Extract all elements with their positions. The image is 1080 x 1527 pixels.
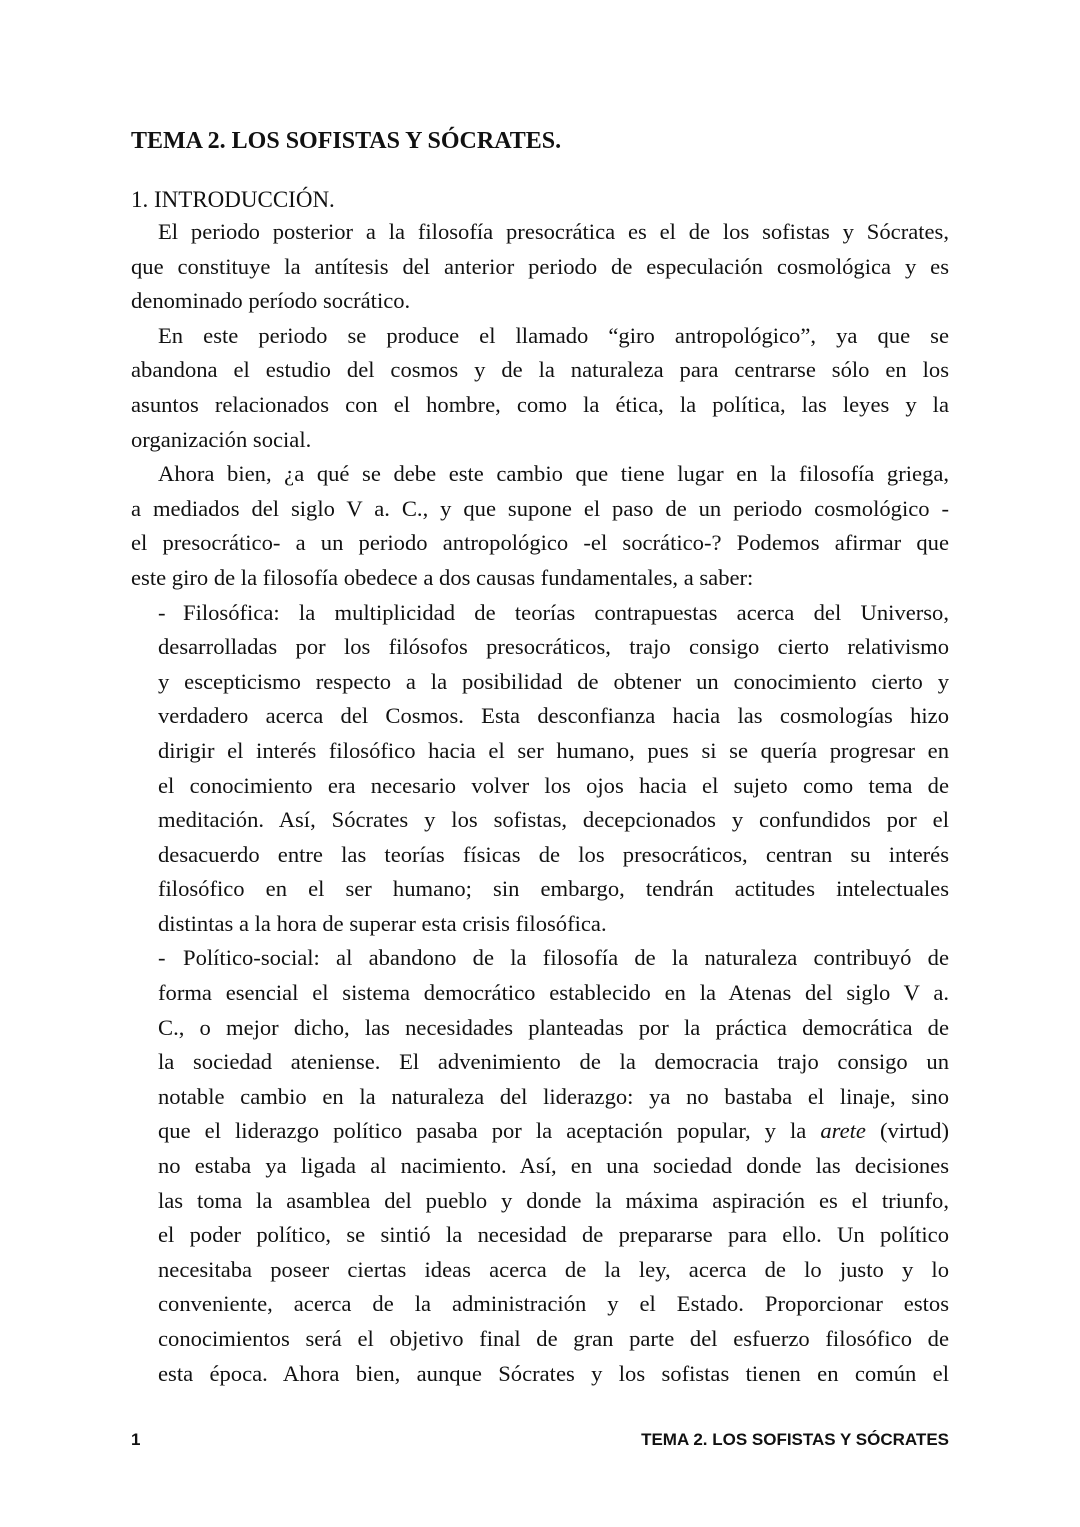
text-line [131, 457, 949, 492]
text-line [131, 284, 949, 319]
text-line [131, 596, 949, 631]
text-segment: (virtud) [865, 1118, 949, 1144]
text-line [131, 215, 949, 250]
text-segment: El periodo posterior a la filosofía presocrática es el de los sofistas y Sócrates, [158, 219, 949, 244]
text-segment: organización social. [131, 426, 312, 452]
text-line [131, 1322, 949, 1357]
text-line [131, 1080, 949, 1115]
text-line [131, 353, 949, 388]
text-segment: conveniente, acerca de la administración y el Estado. Proporcionar estos [158, 1291, 949, 1317]
text-line [131, 561, 949, 596]
text-segment: C., o mejor dicho, las necesidades planteadas por la práctica democrática de [158, 1014, 949, 1040]
text-line [131, 526, 949, 561]
text-segment: Político-social: al abandono de la filosofía de la naturaleza contribuyó de [183, 945, 949, 971]
text-line [131, 1114, 949, 1149]
text-segment: desarrolladas por los filósofos presocráticos, trajo consigo cierto relativismo [158, 634, 949, 660]
text-line [131, 941, 949, 976]
text-line [131, 1149, 949, 1184]
text-segment: las toma la asamblea del pueblo y donde la máxima aspiración es el triunfo, [158, 1187, 949, 1213]
text-line [131, 1184, 949, 1219]
text-segment: necesitaba poseer ciertas ideas acerca de la ley, acerca de lo justo y lo [158, 1256, 949, 1282]
page-number: 1 [131, 1430, 141, 1449]
text-line [131, 630, 949, 665]
running-title: TEMA 2. LOS SOFISTAS Y SÓCRATES [641, 1430, 949, 1449]
text-line [131, 665, 949, 700]
text-line [131, 872, 949, 907]
text-line [131, 838, 949, 873]
text-segment: desacuerdo entre las teorías físicas de los presocráticos, centran su interés [158, 841, 949, 867]
text-line [131, 907, 949, 942]
text-segment: conocimientos será el objetivo final de gran parte del esfuerzo filosófico de [158, 1326, 949, 1351]
paragraph [131, 319, 949, 457]
text-segment: a mediados del siglo V a. C., y que supone el paso de un periodo cosmológico - [131, 495, 949, 521]
italic-term: arete [820, 1118, 866, 1144]
text-segment: dirigir el interés filosófico hacia el ser humano, pues si se quería progresar en [158, 737, 949, 763]
text-line [131, 1253, 949, 1288]
text-line [131, 319, 949, 354]
text-segment: Filosófica: la multiplicidad de teorías contrapuestas acerca del Universo, [183, 599, 949, 625]
text-segment: y escepticismo respecto a la posibilidad de obtener un conocimiento cierto y [158, 668, 949, 694]
text-line [131, 734, 949, 769]
text-line [131, 1045, 949, 1080]
document-title: TEMA 2. LOS SOFISTAS Y SÓCRATES. [131, 128, 562, 154]
text-line [131, 803, 949, 838]
text-line [131, 250, 949, 285]
text-line [131, 699, 949, 734]
text-segment: este giro de la filosofía obedece a dos causas fundamentales, a saber: [131, 564, 754, 590]
text-line [131, 769, 949, 804]
text-segment: notable cambio en la naturaleza del liderazgo: ya no bastaba el linaje, sino [158, 1083, 949, 1109]
text-segment: esta época. Ahora bien, aunque Sócrates y los sofistas tienen en común el [158, 1360, 949, 1386]
section-heading: 1. INTRODUCCIÓN. [131, 187, 335, 212]
document-body [131, 215, 949, 1391]
text-segment: abandona el estudio del cosmos y de la naturaleza para centrarse sólo en los [131, 357, 949, 383]
text-segment: que constituye la antítesis del anterior periodo de especulación cosmológica y es [131, 253, 949, 279]
text-segment: el presocrático- a un periodo antropológico -el socrático-? Podemos afirmar que [131, 530, 949, 556]
text-segment: denominado período socrático. [131, 288, 411, 314]
text-segment: distintas a la hora de superar esta crisis filosófica. [158, 910, 607, 936]
text-segment: Ahora bien, ¿a qué se debe este cambio que tiene lugar en la filosofía griega, [158, 461, 949, 487]
text-line [131, 492, 949, 527]
text-segment: el poder político, se sintió la necesidad de prepararse para ello. Un político [158, 1222, 949, 1248]
text-segment: no estaba ya ligada al nacimiento. Así, en una sociedad donde las decisiones [158, 1153, 949, 1179]
list-item [131, 941, 949, 1391]
text-segment: meditación. Así, Sócrates y los sofistas, decepcionados y confundidos por el [158, 807, 949, 833]
text-segment: que el liderazgo político pasaba por la aceptación popular, y la [158, 1118, 821, 1144]
text-line [131, 388, 949, 423]
paragraph [131, 457, 949, 595]
text-segment: el conocimiento era necesario volver los ojos hacia el sujeto como tema de [158, 772, 949, 798]
list-item [131, 596, 949, 942]
text-segment: la sociedad ateniense. El advenimiento de la democracia trajo consigo un [158, 1049, 949, 1075]
list-bullet-dash: - [158, 945, 166, 971]
text-line [131, 1287, 949, 1322]
paragraph [131, 215, 949, 319]
text-segment: asuntos relacionados con el hombre, como la ética, la política, las leyes y la [131, 391, 949, 417]
text-line [131, 1011, 949, 1046]
text-line [131, 1218, 949, 1253]
text-segment: filosófico en el ser humano; sin embargo, tendrán actitudes intelectuales [158, 876, 949, 902]
list-bullet-dash: - [158, 599, 166, 625]
text-segment: forma esencial el sistema democrático establecido en la Atenas del siglo V a. [158, 980, 949, 1006]
text-line [131, 423, 949, 458]
text-line [131, 1357, 949, 1392]
text-line [131, 976, 949, 1011]
text-segment: verdadero acerca del Cosmos. Esta desconfianza hacia las cosmologías hizo [158, 703, 949, 729]
text-segment: En este periodo se produce el llamado “giro antropológico”, ya que se [158, 322, 949, 348]
